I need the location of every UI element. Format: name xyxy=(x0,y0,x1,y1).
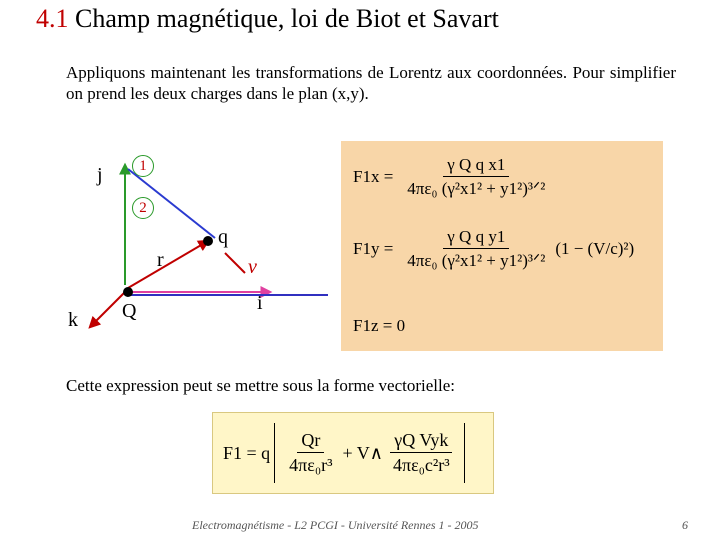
label-r: r xyxy=(157,249,164,271)
vector-operator: + V∧ xyxy=(342,442,383,463)
axis-k-line xyxy=(90,292,125,327)
Flx-numerator: γ Q q x1 xyxy=(443,155,509,177)
Fly-factor: (1 − (V/c)²) xyxy=(555,239,635,258)
term1-fraction xyxy=(285,430,336,476)
term1-numerator: Qr xyxy=(297,430,324,453)
term2-denominator: 4πε₀c²r³ xyxy=(392,455,450,475)
label-i: i xyxy=(257,292,263,314)
vector-equation xyxy=(223,423,465,483)
intro-paragraph xyxy=(66,62,676,104)
vector-bracket xyxy=(274,423,465,483)
title-text: Champ magnétique, loi de Biot et Savart xyxy=(75,4,499,33)
label-k: k xyxy=(68,309,78,331)
label-Q: Q xyxy=(122,300,137,322)
Flx-denominator: 4πε₀ (γ²x1² + y1²)³ᐟ² xyxy=(407,179,546,198)
charge-Q-dot xyxy=(123,287,133,297)
Fly-numerator: γ Q q y1 xyxy=(443,227,509,249)
vector-lhs: F1 = q xyxy=(223,442,271,463)
badge-1: 1 xyxy=(132,155,154,177)
label-v: v xyxy=(248,256,257,278)
coordinate-diagram xyxy=(60,145,340,345)
badge-2: 2 xyxy=(132,197,154,219)
term2-fraction xyxy=(389,430,454,476)
slide-title xyxy=(36,4,499,34)
footer-text: Electromagnétisme - L2 PCGI - Université Rennes 1 - 2005 xyxy=(192,518,479,532)
label-q: q xyxy=(218,226,228,248)
vector-r-line xyxy=(128,241,208,288)
section-number: 4.1 xyxy=(36,4,69,33)
Flz-text: F1z = 0 xyxy=(353,316,406,335)
Fly-fraction xyxy=(403,227,549,271)
intro-text: Appliquons maintenant les transformations de Lorentz aux coordonnées. Pour simplifier on prend les deux charges dans le plan (x,y). xyxy=(66,63,676,103)
Flx-lhs: F1x = xyxy=(353,167,394,186)
equation-Fly xyxy=(353,227,634,271)
vector-intro: Cette expression peut se mettre sous la forme vectorielle: xyxy=(66,376,455,395)
velocity-arrow xyxy=(225,253,245,273)
charge-q-dot xyxy=(203,236,213,246)
term1-denominator: 4πε₀r³ xyxy=(289,455,333,475)
page-number: 6 xyxy=(682,518,688,532)
term2-numerator: γQ Vyk xyxy=(390,430,452,453)
vector-formula-box xyxy=(212,412,494,494)
formula-box xyxy=(341,141,663,351)
equation-Flz xyxy=(353,316,405,336)
label-j: j xyxy=(97,164,103,186)
equation-Flx xyxy=(353,155,555,199)
Flx-fraction xyxy=(403,155,549,199)
Fly-denominator: 4πε₀ (γ²x1² + y1²)³ᐟ² xyxy=(407,251,546,270)
Fly-lhs: F1y = xyxy=(353,239,394,258)
